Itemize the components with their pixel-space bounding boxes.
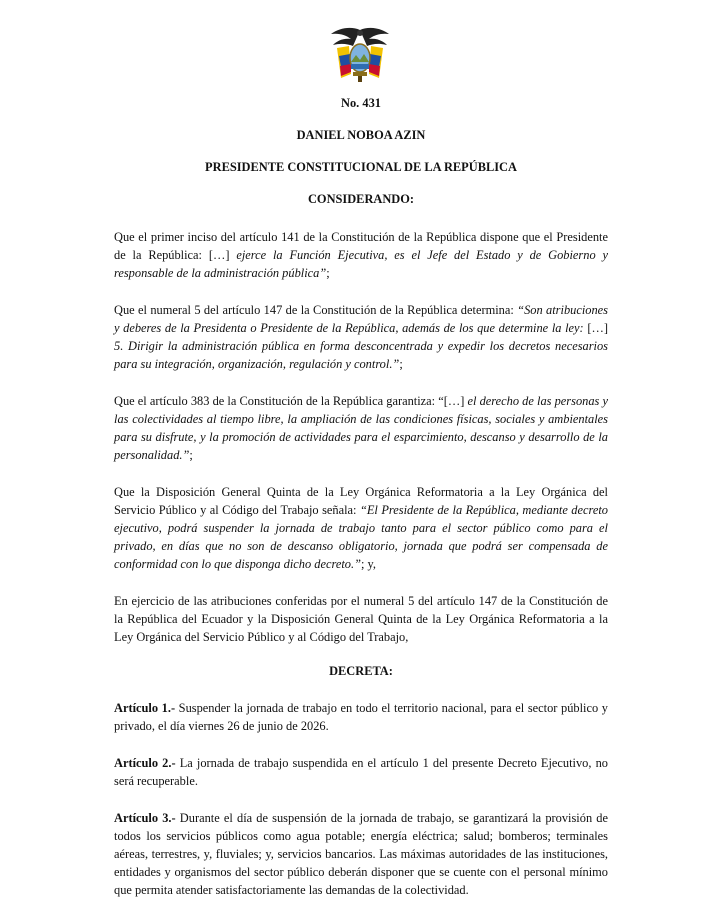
president-title: PRESIDENTE CONSTITUCIONAL DE LA REPÚBLICA [205,160,517,174]
article-1-label: Artículo 1.- [114,701,176,715]
consideration-1-end: ; [326,266,330,280]
consideration-1-text: Que el primer inciso del artículo 141 de la Constitución de la República dispone que el Presidente de la República: […] [114,230,608,262]
decree-number: No. 431 [341,96,381,110]
article-3-label: Artículo 3.- [114,811,176,825]
article-2-text: La jornada de trabajo suspendida en el artículo 1 del presente Decreto Ejecutivo, no será recuperable. [114,756,608,788]
decree-body [114,94,608,899]
president-name: DANIEL NOBOA AZIN [296,128,426,142]
exercise-paragraph: En ejercicio de las atribuciones conferidas por el numeral 5 del artículo 147 de la Constitución de la República del Ecuador y la Disposición General Quinta de la Ley Orgánica Reformatoria a la Ley Orgánica del Servicio Público y al Código del Trabajo, [114,594,608,644]
consideration-4-text: Que la Disposición General Quinta de la Ley Orgánica Reformatoria a la Ley Orgánica del Servicio Público y al Código del Trabajo señala: [114,485,608,517]
consideration-4 [114,483,608,573]
article-3-text: Durante el día de suspensión de la jornada de trabajo, se garantizará la provisión de todos los servicios públicos como agua potable; energía eléctrica; salud; bomberos; terminales aéreas, terrestres, y, fluviales; y, servicios bancarios. Las máximas autoridades de las instituciones, entidades y organismos del sector público deberán disponer que se cuente con el personal mínimo que permita atender satisfactoriamente las demandas de la colectividad. [114,811,609,897]
decreta-heading: DECRETA: [329,664,393,678]
article-2-label: Artículo 2.- [114,756,176,770]
considerando-heading: CONSIDERANDO: [307,192,415,206]
coat-of-arms-ecuador-icon [329,24,391,86]
consideration-3-quote: el derecho de las personas y las colectividades al tiempo libre, la ampliación de las condiciones físicas, sociales y ambientales para su disfrute, y la promoción de actividades para el esparcimiento, descanso y desarrollo de la personalidad.” [114,394,609,462]
consideration-2-ellipsis: […] [583,321,608,335]
article-3 [114,809,608,899]
consideration-4-quote: “El Presidente de la República, mediante decreto ejecutivo, podrá suspender la jornada de trabajo tanto para el sector público como para el privado, en días que no son de descanso obligatorio, jornada que podrá ser compensada de conformidad con lo que disponga dicho decreto.” [114,503,609,571]
consideration-2 [114,301,608,373]
consideration-1 [114,228,608,282]
consideration-2-quote-2: 5. Dirigir la administración pública en forma desconcentrada y expedir los decretos necesarios para su integración, organización, regulación y control.” [114,339,608,371]
consideration-3-end: ; [189,448,193,462]
consideration-3-text: Que el artículo 383 de la Constitución de la República garantiza: “[…] [114,394,468,408]
article-1 [114,699,608,735]
consideration-1-quote: ejerce la Función Ejecutiva, es el Jefe del Estado y de Gobierno y responsable de la administración pública” [114,248,608,280]
consideration-2-text: Que el numeral 5 del artículo 147 de la Constitución de la República determina: [114,303,518,317]
consideration-3 [114,392,608,464]
consideration-2-quote: “Son atribuciones y deberes de la Presidenta o Presidente de la República, además de los que determine la ley: [114,303,608,335]
consideration-2-end: ; [399,357,403,371]
article-1-text: Suspender la jornada de trabajo en todo el territorio nacional, para el sector público y privado, el día viernes 26 de junio de 2026. [114,701,608,733]
article-2 [114,754,608,790]
consideration-4-end: ; y, [360,557,377,571]
